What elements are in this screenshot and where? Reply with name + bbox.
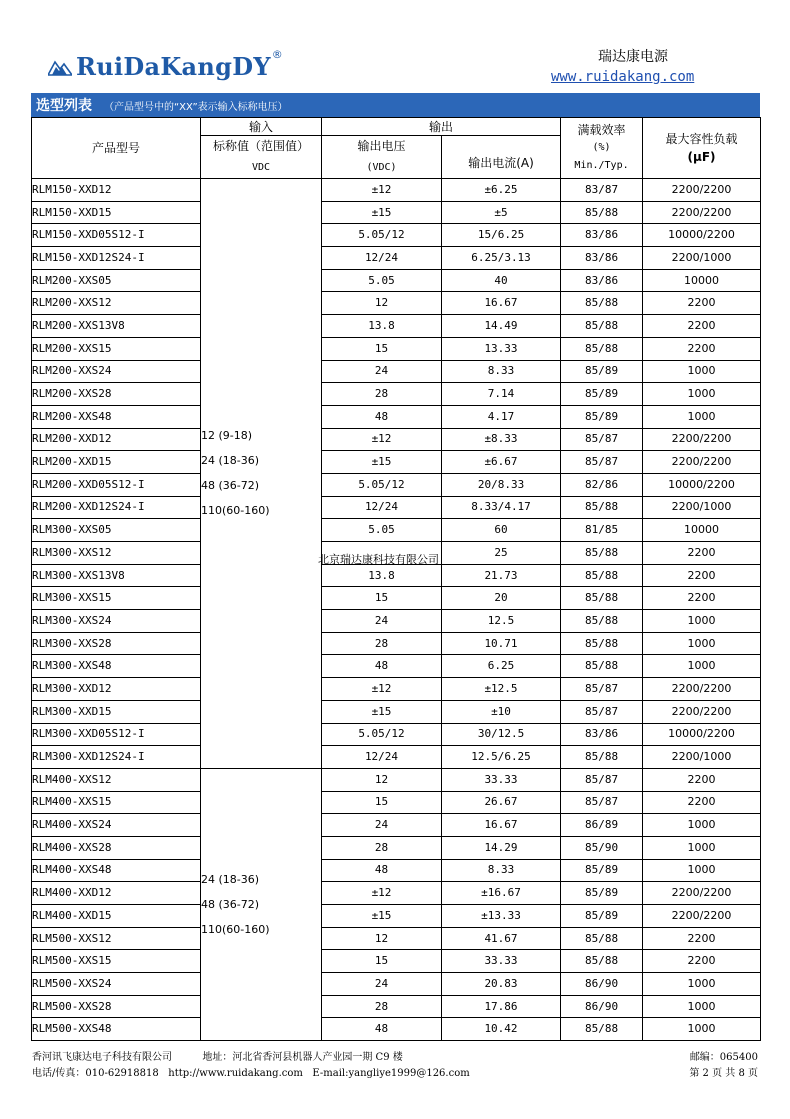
iout-cell: 21.73 bbox=[442, 564, 561, 587]
capacitive-load-unit: (μF) bbox=[687, 150, 716, 164]
iout-cell: 13.33 bbox=[442, 337, 561, 360]
table-row bbox=[32, 519, 761, 542]
vout-cell: 48 bbox=[322, 405, 442, 428]
vout-cell: 24 bbox=[322, 814, 442, 837]
capacitive-load-cell: 10000/2200 bbox=[643, 473, 761, 496]
model-cell: RLM400-XXS15 bbox=[32, 791, 201, 814]
table-row bbox=[32, 814, 761, 837]
efficiency-cell: 85/87 bbox=[561, 791, 643, 814]
header-output-group: 输出 bbox=[322, 118, 561, 136]
capacitive-load-cell: 1000 bbox=[643, 995, 761, 1018]
iout-cell: ±12.5 bbox=[442, 678, 561, 701]
model-cell: RLM150-XXD05S12-I bbox=[32, 224, 201, 247]
header-capacitive-load bbox=[643, 118, 761, 179]
capacitive-load-cell: 2200/1000 bbox=[643, 496, 761, 519]
model-cell: RLM300-XXS12 bbox=[32, 542, 201, 565]
table-row bbox=[32, 723, 761, 746]
model-cell: RLM300-XXD12S24-I bbox=[32, 746, 201, 769]
vout-cell: 12/24 bbox=[322, 496, 442, 519]
iout-cell: 20 bbox=[442, 587, 561, 610]
capacitive-load-cell: 2200 bbox=[643, 950, 761, 973]
vout-cell: 13.8 bbox=[322, 564, 442, 587]
vout-cell: 12/24 bbox=[322, 247, 442, 270]
model-cell: RLM400-XXS24 bbox=[32, 814, 201, 837]
vout-cell: ±15 bbox=[322, 905, 442, 928]
table-row bbox=[32, 360, 761, 383]
vout-cell bbox=[322, 542, 442, 565]
efficiency-sub: Min./Typ. bbox=[574, 160, 629, 171]
model-cell: RLM200-XXS24 bbox=[32, 360, 201, 383]
vout-cell: 24 bbox=[322, 360, 442, 383]
efficiency-cell: 85/88 bbox=[561, 315, 643, 338]
efficiency-cell: 85/89 bbox=[561, 405, 643, 428]
efficiency-cell: 85/89 bbox=[561, 882, 643, 905]
efficiency-cell: 85/88 bbox=[561, 337, 643, 360]
efficiency-cell: 86/90 bbox=[561, 973, 643, 996]
input-range-cell bbox=[201, 179, 322, 769]
vout-cell: 12/24 bbox=[322, 746, 442, 769]
vout-cell: 5.05/12 bbox=[322, 224, 442, 247]
iout-cell: 33.33 bbox=[442, 768, 561, 791]
model-cell: RLM500-XXS15 bbox=[32, 950, 201, 973]
iout-cell: 8.33/4.17 bbox=[442, 496, 561, 519]
model-cell: RLM200-XXS15 bbox=[32, 337, 201, 360]
model-cell: RLM200-XXS28 bbox=[32, 383, 201, 406]
header-input-group: 输入 bbox=[201, 118, 322, 136]
table-row bbox=[32, 428, 761, 451]
capacitive-load-cell: 2200 bbox=[643, 564, 761, 587]
website-link[interactable]: www.ruidakang.com bbox=[551, 69, 695, 85]
capacitive-load-cell: 2200/1000 bbox=[643, 247, 761, 270]
table-row bbox=[32, 768, 761, 791]
iout-cell: 10.42 bbox=[442, 1018, 561, 1041]
model-cell: RLM500-XXS24 bbox=[32, 973, 201, 996]
table-row bbox=[32, 496, 761, 519]
footer-postcode: 邮编：065400 bbox=[689, 1052, 758, 1063]
iout-cell: 25 bbox=[442, 542, 561, 565]
model-cell: RLM400-XXS48 bbox=[32, 859, 201, 882]
vout-cell: 5.05 bbox=[322, 519, 442, 542]
registered-mark: ® bbox=[271, 48, 283, 61]
footer-page-number: 第 2 页 共 8 页 bbox=[689, 1068, 758, 1079]
model-cell: RLM300-XXS28 bbox=[32, 632, 201, 655]
model-cell: RLM150-XXD15 bbox=[32, 201, 201, 224]
efficiency-cell: 82/86 bbox=[561, 473, 643, 496]
table-row bbox=[32, 405, 761, 428]
model-cell: RLM400-XXS28 bbox=[32, 836, 201, 859]
efficiency-cell: 85/89 bbox=[561, 905, 643, 928]
efficiency-cell: 85/88 bbox=[561, 746, 643, 769]
efficiency-cell: 83/86 bbox=[561, 269, 643, 292]
header-nominal bbox=[201, 136, 322, 179]
table-row bbox=[32, 587, 761, 610]
vout-cell: 28 bbox=[322, 995, 442, 1018]
efficiency-cell: 85/88 bbox=[561, 927, 643, 950]
table-body bbox=[32, 179, 761, 1041]
header-iout: 输出电流(A) bbox=[442, 136, 561, 179]
iout-cell: 8.33 bbox=[442, 360, 561, 383]
nominal-label: 标称值（范围值） bbox=[212, 139, 309, 153]
table-row bbox=[32, 882, 761, 905]
capacitive-load-cell: 2200 bbox=[643, 315, 761, 338]
model-cell: RLM500-XXS12 bbox=[32, 927, 201, 950]
table-row bbox=[32, 905, 761, 928]
vout-cell: 15 bbox=[322, 791, 442, 814]
vout-cell: 24 bbox=[322, 610, 442, 633]
vout-cell: 5.05/12 bbox=[322, 723, 442, 746]
efficiency-cell: 85/88 bbox=[561, 1018, 643, 1041]
efficiency-cell: 85/87 bbox=[561, 428, 643, 451]
model-cell: RLM300-XXS15 bbox=[32, 587, 201, 610]
table-row bbox=[32, 973, 761, 996]
input-range-value: 110(60-160) bbox=[201, 922, 270, 936]
table-row bbox=[32, 632, 761, 655]
capacitive-load-cell: 2200 bbox=[643, 542, 761, 565]
mountain-logo-icon bbox=[48, 58, 72, 76]
vout-cell: 48 bbox=[322, 859, 442, 882]
model-cell: RLM500-XXS28 bbox=[32, 995, 201, 1018]
vout-cell: 12 bbox=[322, 292, 442, 315]
nominal-unit: VDC bbox=[251, 162, 271, 173]
model-cell: RLM200-XXS05 bbox=[32, 269, 201, 292]
efficiency-cell: 85/88 bbox=[561, 496, 643, 519]
capacitive-load-cell: 1000 bbox=[643, 859, 761, 882]
iout-cell: 26.67 bbox=[442, 791, 561, 814]
vout-cell: 13.8 bbox=[322, 315, 442, 338]
model-cell: RLM200-XXS48 bbox=[32, 405, 201, 428]
table-row bbox=[32, 859, 761, 882]
iout-cell: ±10 bbox=[442, 700, 561, 723]
vout-cell: 15 bbox=[322, 950, 442, 973]
table-row bbox=[32, 678, 761, 701]
model-cell: RLM200-XXD05S12-I bbox=[32, 473, 201, 496]
vout-cell: 28 bbox=[322, 383, 442, 406]
iout-cell: ±6.25 bbox=[442, 179, 561, 202]
efficiency-label: 满载效率 bbox=[577, 123, 626, 137]
capacitive-load-cell: 2200/2200 bbox=[643, 678, 761, 701]
input-range-value: 48 (36-72) bbox=[201, 897, 260, 911]
capacitive-load-cell: 2200/2200 bbox=[643, 905, 761, 928]
capacitive-load-cell: 2200/2200 bbox=[643, 700, 761, 723]
capacitive-load-cell: 2200/2200 bbox=[643, 882, 761, 905]
iout-cell: ±13.33 bbox=[442, 905, 561, 928]
iout-cell: 14.29 bbox=[442, 836, 561, 859]
header-model: 产品型号 bbox=[32, 118, 201, 179]
iout-cell: ±16.67 bbox=[442, 882, 561, 905]
watermark-text: 北京瑞达康科技有限公司 bbox=[318, 553, 439, 566]
iout-cell: 6.25 bbox=[442, 655, 561, 678]
efficiency-cell: 85/88 bbox=[561, 950, 643, 973]
capacitive-load-cell: 10000 bbox=[643, 269, 761, 292]
table-row bbox=[32, 927, 761, 950]
model-cell: RLM200-XXS13V8 bbox=[32, 315, 201, 338]
model-cell: RLM150-XXD12S24-I bbox=[32, 247, 201, 270]
capacitive-load-cell: 2200/2200 bbox=[643, 451, 761, 474]
table-row bbox=[32, 655, 761, 678]
model-cell: RLM400-XXD12 bbox=[32, 882, 201, 905]
efficiency-cell: 83/86 bbox=[561, 723, 643, 746]
capacitive-load-cell: 1000 bbox=[643, 1018, 761, 1041]
iout-cell: 10.71 bbox=[442, 632, 561, 655]
table-row bbox=[32, 247, 761, 270]
table-row bbox=[32, 224, 761, 247]
capacitive-load-cell: 1000 bbox=[643, 814, 761, 837]
capacitive-load-cell: 1000 bbox=[643, 405, 761, 428]
logo-text: RuiDaKangDY bbox=[76, 52, 271, 81]
vout-cell: 5.05/12 bbox=[322, 473, 442, 496]
vout-cell: ±15 bbox=[322, 451, 442, 474]
iout-cell: 33.33 bbox=[442, 950, 561, 973]
table-row bbox=[32, 383, 761, 406]
table-row bbox=[32, 791, 761, 814]
vout-cell: 12 bbox=[322, 927, 442, 950]
efficiency-cell: 85/90 bbox=[561, 836, 643, 859]
vout-cell: 12 bbox=[322, 768, 442, 791]
efficiency-cell: 85/88 bbox=[561, 564, 643, 587]
table-row bbox=[32, 700, 761, 723]
capacitive-load-cell: 1000 bbox=[643, 836, 761, 859]
iout-cell: ±5 bbox=[442, 201, 561, 224]
model-cell: RLM300-XXD12 bbox=[32, 678, 201, 701]
iout-cell: 20.83 bbox=[442, 973, 561, 996]
vout-cell: ±15 bbox=[322, 201, 442, 224]
capacitive-load-cell: 2200 bbox=[643, 587, 761, 610]
vout-cell: ±15 bbox=[322, 700, 442, 723]
capacitive-load-cell: 2200 bbox=[643, 927, 761, 950]
vout-cell: 5.05 bbox=[322, 269, 442, 292]
model-cell: RLM300-XXS13V8 bbox=[32, 564, 201, 587]
selection-table bbox=[31, 117, 761, 1041]
iout-cell: 15/6.25 bbox=[442, 224, 561, 247]
capacitive-load-cell: 2200 bbox=[643, 337, 761, 360]
efficiency-cell: 85/87 bbox=[561, 678, 643, 701]
table-row bbox=[32, 201, 761, 224]
model-cell: RLM300-XXD15 bbox=[32, 700, 201, 723]
vout-cell: 28 bbox=[322, 632, 442, 655]
iout-cell: 6.25/3.13 bbox=[442, 247, 561, 270]
efficiency-cell: 85/87 bbox=[561, 768, 643, 791]
company-name: 瑞达康电源 bbox=[598, 49, 668, 65]
efficiency-cell: 86/90 bbox=[561, 995, 643, 1018]
input-range-value: 24 (18-36) bbox=[201, 453, 260, 467]
page-footer bbox=[32, 1048, 758, 1080]
iout-cell: 14.49 bbox=[442, 315, 561, 338]
efficiency-cell: 85/89 bbox=[561, 360, 643, 383]
footer-company: 香河讯飞康达电子科技有限公司 bbox=[32, 1052, 172, 1063]
efficiency-cell: 85/87 bbox=[561, 451, 643, 474]
header-efficiency bbox=[561, 118, 643, 179]
vout-cell: ±12 bbox=[322, 428, 442, 451]
model-cell: RLM300-XXS48 bbox=[32, 655, 201, 678]
table-row bbox=[32, 1018, 761, 1041]
table-row bbox=[32, 315, 761, 338]
model-cell: RLM200-XXD12S24-I bbox=[32, 496, 201, 519]
capacitive-load-cell: 1000 bbox=[643, 383, 761, 406]
efficiency-cell: 85/89 bbox=[561, 383, 643, 406]
page-header bbox=[0, 0, 790, 92]
input-range-value: 110(60-160) bbox=[201, 503, 270, 517]
model-cell: RLM300-XXS05 bbox=[32, 519, 201, 542]
model-cell: RLM200-XXD12 bbox=[32, 428, 201, 451]
model-cell: RLM400-XXD15 bbox=[32, 905, 201, 928]
iout-cell: ±6.67 bbox=[442, 451, 561, 474]
iout-cell: 30/12.5 bbox=[442, 723, 561, 746]
input-range-value: 48 (36-72) bbox=[201, 478, 260, 492]
efficiency-cell: 85/88 bbox=[561, 201, 643, 224]
table-row bbox=[32, 746, 761, 769]
footer-contact: 电话/传真：010-62918818 http://www.ruidakang.com E-mail:yangliye1999@126.com bbox=[32, 1068, 470, 1079]
vout-label: 输出电压 bbox=[357, 139, 406, 153]
table-row bbox=[32, 564, 761, 587]
capacitive-load-cell: 1000 bbox=[643, 360, 761, 383]
vout-cell: ±12 bbox=[322, 882, 442, 905]
iout-cell: 16.67 bbox=[442, 292, 561, 315]
section-title-bar bbox=[31, 93, 760, 117]
capacitive-load-cell: 2200/2200 bbox=[643, 428, 761, 451]
vout-cell: ±12 bbox=[322, 179, 442, 202]
vout-cell: 15 bbox=[322, 337, 442, 360]
table-row bbox=[32, 995, 761, 1018]
iout-cell: 17.86 bbox=[442, 995, 561, 1018]
company-logo bbox=[48, 48, 283, 81]
vout-cell: 48 bbox=[322, 1018, 442, 1041]
capacitive-load-cell: 2200 bbox=[643, 768, 761, 791]
capacitive-load-cell: 2200 bbox=[643, 791, 761, 814]
capacitive-load-cell: 2200 bbox=[643, 292, 761, 315]
section-note: （产品型号中的“XX”表示输入标称电压） bbox=[104, 101, 288, 113]
iout-cell: 16.67 bbox=[442, 814, 561, 837]
iout-cell: 12.5/6.25 bbox=[442, 746, 561, 769]
iout-cell: 12.5 bbox=[442, 610, 561, 633]
table-row bbox=[32, 542, 761, 565]
capacitive-load-cell: 2200/1000 bbox=[643, 746, 761, 769]
efficiency-cell: 85/88 bbox=[561, 292, 643, 315]
efficiency-cell: 81/85 bbox=[561, 519, 643, 542]
capacitive-load-cell: 1000 bbox=[643, 655, 761, 678]
efficiency-cell: 83/86 bbox=[561, 247, 643, 270]
model-cell: RLM200-XXD15 bbox=[32, 451, 201, 474]
table-row bbox=[32, 473, 761, 496]
table-row bbox=[32, 269, 761, 292]
iout-cell: 41.67 bbox=[442, 927, 561, 950]
efficiency-cell: 85/89 bbox=[561, 859, 643, 882]
header-vout bbox=[322, 136, 442, 179]
footer-address: 地址：河北省香河县机器人产业园一期 C9 楼 bbox=[202, 1052, 403, 1063]
iout-cell: 8.33 bbox=[442, 859, 561, 882]
efficiency-cell: 85/88 bbox=[561, 542, 643, 565]
capacitive-load-cell: 10000 bbox=[643, 519, 761, 542]
efficiency-cell: 85/87 bbox=[561, 700, 643, 723]
capacitive-load-cell: 2200/2200 bbox=[643, 201, 761, 224]
vout-cell: ±12 bbox=[322, 678, 442, 701]
section-title: 选型列表 bbox=[36, 98, 92, 114]
input-range-value: 12 (9-18) bbox=[201, 428, 253, 442]
table-row bbox=[32, 836, 761, 859]
vout-cell: 24 bbox=[322, 973, 442, 996]
efficiency-cell: 85/88 bbox=[561, 610, 643, 633]
table-row bbox=[32, 179, 761, 202]
capacitive-load-cell: 1000 bbox=[643, 610, 761, 633]
model-cell: RLM300-XXS24 bbox=[32, 610, 201, 633]
iout-cell: 4.17 bbox=[442, 405, 561, 428]
input-range-cell bbox=[201, 768, 322, 1040]
iout-cell: ±8.33 bbox=[442, 428, 561, 451]
capacitive-load-cell: 1000 bbox=[643, 632, 761, 655]
capacitive-load-cell: 2200/2200 bbox=[643, 179, 761, 202]
efficiency-unit: (%) bbox=[592, 142, 611, 153]
table-row bbox=[32, 292, 761, 315]
efficiency-cell: 85/88 bbox=[561, 632, 643, 655]
capacitive-load-cell: 1000 bbox=[643, 973, 761, 996]
table-row bbox=[32, 337, 761, 360]
model-cell: RLM300-XXD05S12-I bbox=[32, 723, 201, 746]
model-cell: RLM400-XXS12 bbox=[32, 768, 201, 791]
iout-cell: 60 bbox=[442, 519, 561, 542]
iout-cell: 20/8.33 bbox=[442, 473, 561, 496]
vout-cell: 15 bbox=[322, 587, 442, 610]
vout-cell: 48 bbox=[322, 655, 442, 678]
vout-cell: 28 bbox=[322, 836, 442, 859]
capacitive-load-cell: 10000/2200 bbox=[643, 723, 761, 746]
efficiency-cell: 83/87 bbox=[561, 179, 643, 202]
table-row bbox=[32, 451, 761, 474]
efficiency-cell: 86/89 bbox=[561, 814, 643, 837]
iout-cell: 40 bbox=[442, 269, 561, 292]
efficiency-cell: 85/88 bbox=[561, 655, 643, 678]
input-range-value: 24 (18-36) bbox=[201, 872, 260, 886]
model-cell: RLM200-XXS12 bbox=[32, 292, 201, 315]
capacitive-load-cell: 10000/2200 bbox=[643, 224, 761, 247]
model-cell: RLM500-XXS48 bbox=[32, 1018, 201, 1041]
capacitive-load-label: 最大容性负载 bbox=[665, 132, 738, 146]
efficiency-cell: 85/88 bbox=[561, 587, 643, 610]
efficiency-cell: 83/86 bbox=[561, 224, 643, 247]
model-cell: RLM150-XXD12 bbox=[32, 179, 201, 202]
table-row bbox=[32, 610, 761, 633]
table-row bbox=[32, 950, 761, 973]
vout-unit: (VDC) bbox=[366, 162, 397, 173]
iout-cell: 7.14 bbox=[442, 383, 561, 406]
